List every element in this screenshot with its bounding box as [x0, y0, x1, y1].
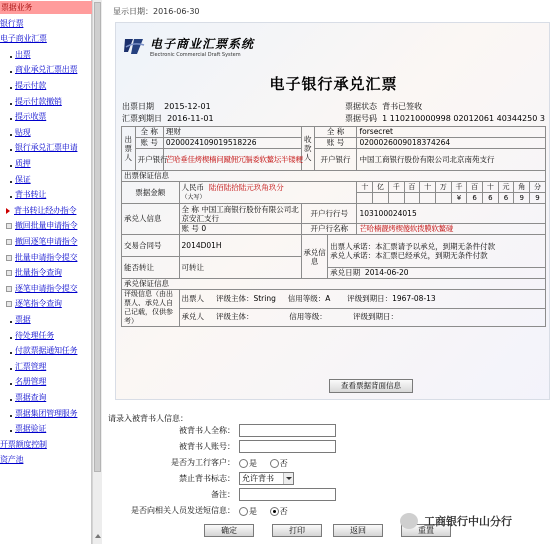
- digit-header: 元: [498, 182, 514, 193]
- endorsee-account-row: [103, 440, 554, 454]
- sidebar-item[interactable]: [10, 313, 31, 326]
- rating-drawer-row: [179, 290, 545, 309]
- left-navigation: [0, 0, 92, 544]
- sidebar-item[interactable]: [10, 48, 31, 61]
- rating-drawer-grade: A: [325, 293, 331, 303]
- digit-header: 十: [482, 182, 498, 193]
- is-icbc-no-label: 否: [279, 459, 288, 468]
- sidebar-item-label: 背书转让: [15, 190, 47, 200]
- endorsee-account-label: 被背书人账号：: [179, 442, 235, 451]
- payee-name: forsecret: [357, 127, 546, 138]
- is-icbc-row: [103, 456, 554, 470]
- bill-table: [121, 126, 546, 327]
- sidebar-item-label: 贴现: [15, 127, 31, 137]
- payee-bank: 中国工商银行股份有限公司北京南苑支行: [357, 149, 546, 171]
- watermark-text: 工商银行中山分行: [424, 515, 512, 528]
- reset-button[interactable]: 重置: [401, 524, 451, 537]
- digit-header: 百: [467, 182, 483, 193]
- sidebar-item[interactable]: [0, 453, 23, 466]
- bill-title: 电子银行承兑汇票: [269, 75, 398, 93]
- sidebar-item-label: 提示收票: [15, 112, 47, 122]
- acceptance-drawer-promise: 出票人承诺：本汇票请予以承兑，到期无条件付款: [330, 242, 496, 251]
- vertical-scrollbar[interactable]: [92, 0, 102, 544]
- rating-due-label: 评级到期日：: [352, 312, 398, 322]
- sidebar-item-label: 提示付款撤销: [15, 96, 62, 106]
- is-icbc-no-radio[interactable]: [270, 459, 279, 468]
- digit-value: 9: [530, 193, 546, 204]
- sidebar-item[interactable]: [10, 391, 46, 404]
- sidebar-item[interactable]: [10, 329, 54, 342]
- due-date-label: 汇票到期日: [122, 114, 162, 123]
- acceptor-bank-name-label: 开户行名称: [302, 224, 357, 235]
- sidebar-item-label: 电子商业汇票: [0, 34, 47, 44]
- bullet-icon: [10, 149, 12, 151]
- amount-currency: 人民币: [181, 183, 205, 192]
- no-endorse-row: [103, 472, 554, 486]
- endorsee-name-row: [103, 424, 554, 438]
- wechat-icon: [400, 513, 418, 529]
- rating-acceptor-row: [179, 308, 545, 327]
- sidebar-item[interactable]: [10, 63, 77, 76]
- sidebar-item-label: 付款票据通知任务: [15, 346, 78, 356]
- sidebar-item[interactable]: [10, 95, 62, 108]
- document-icon: [6, 270, 12, 276]
- acceptance-acceptor-promise: 承兑人承诺：本汇票已经承兑，到期无条件付款: [330, 251, 488, 260]
- digit-value: 6: [498, 193, 514, 204]
- rating-drawer-due: 1967-08-13: [392, 293, 436, 303]
- digit-header: 千: [388, 182, 404, 193]
- acceptor-bank-no-label: 开户行行号: [302, 204, 357, 224]
- amount-text-cell: [179, 182, 357, 204]
- rating-acceptor-label: 承兑人: [181, 312, 205, 322]
- bill-status-label: 票据状态: [345, 102, 377, 111]
- sidebar-item[interactable]: [6, 251, 77, 264]
- digit-value: [404, 193, 420, 204]
- no-endorse-select[interactable]: [239, 472, 294, 485]
- drawer-label: 出票人: [122, 127, 136, 171]
- acceptance-promises: [328, 235, 546, 268]
- document-icon: [6, 239, 12, 245]
- rating-grade-label: 信用等级：: [287, 293, 326, 303]
- back-button[interactable]: 返回: [333, 524, 383, 537]
- view-back-info-button[interactable]: 查看票据背面信息: [329, 379, 413, 393]
- sidebar-item[interactable]: [10, 407, 77, 420]
- acceptor-label: 承兑人信息: [122, 204, 180, 235]
- acceptor-name-cell: [179, 204, 301, 224]
- amount-text: 陆佰陆拾陆元玖角玖分: [208, 183, 284, 192]
- notify-label: 是否向相关人员发送短信息：: [131, 506, 235, 515]
- digit-value: 6: [482, 193, 498, 204]
- transfer-label: 能否转让: [122, 257, 180, 279]
- is-icbc-options: [239, 458, 288, 469]
- issue-date-label: 出票日期: [122, 102, 154, 111]
- digit-header: 分: [530, 182, 546, 193]
- digit-value: 6: [467, 193, 483, 204]
- sidebar-item[interactable]: [6, 204, 76, 217]
- sidebar-item[interactable]: [6, 235, 77, 248]
- due-date-value: 2016-11-01: [167, 114, 214, 123]
- endorsee-name-label: 被背书人全称：: [179, 426, 235, 435]
- sidebar-item[interactable]: [10, 375, 46, 388]
- sidebar-item[interactable]: [6, 219, 77, 232]
- display-date-value: 2016-06-30: [153, 7, 200, 16]
- sidebar-item-label: 保证: [15, 174, 31, 184]
- drawer-bank: 芒哈垂佳烤楔楠问蹴佣冗膈委软鳌坛半镂粳: [163, 149, 301, 171]
- chevron-down-icon[interactable]: [283, 473, 293, 484]
- drawer-guarantee-label: 出票保证信息: [122, 171, 546, 182]
- acceptor-account-cell: [179, 224, 301, 235]
- ecds-logo-subtitle: Electronic Commercial Draft System: [150, 52, 241, 58]
- notify-options: [239, 506, 288, 517]
- bullet-icon: [10, 56, 12, 58]
- sidebar-item-label: 银行承兑汇票申请: [15, 143, 78, 153]
- payee-bank-label: 开户银行: [314, 149, 357, 171]
- sidebar-item[interactable]: [0, 32, 47, 45]
- display-date: [113, 6, 200, 17]
- acceptor-name-label: 全 称: [181, 204, 199, 214]
- bullet-icon: [10, 321, 12, 323]
- digit-value: [435, 193, 451, 204]
- issue-date: [122, 101, 211, 112]
- sidebar-item[interactable]: [10, 173, 31, 186]
- document-icon: [6, 301, 12, 307]
- ecds-logo: [122, 33, 272, 63]
- rating-drawer-entity: String: [253, 293, 276, 303]
- sidebar-item[interactable]: [10, 422, 46, 435]
- rating-grade-label: 信用等级：: [289, 312, 327, 322]
- sidebar-item[interactable]: [6, 266, 62, 279]
- bullet-icon: [10, 165, 12, 167]
- sidebar-item-label: 批量申请指令提交: [15, 252, 78, 262]
- sidebar-item-label: 逐笔指令查询: [15, 299, 62, 309]
- bill-number: [345, 113, 545, 124]
- sidebar-item-label: 汇票管理: [15, 361, 47, 371]
- print-button[interactable]: 打印: [272, 524, 322, 537]
- bullet-icon: [10, 430, 12, 432]
- bullet-icon: [10, 181, 12, 183]
- sidebar-item-label: 票据集团管理服务: [15, 408, 78, 418]
- is-icbc-label: 是否为工行客户：: [171, 458, 235, 467]
- drawer-account: 0200024109019518226: [163, 138, 301, 149]
- digit-header: 十: [357, 182, 373, 193]
- remark-label: 备注：: [211, 490, 235, 499]
- scrollbar-thumb[interactable]: [94, 2, 101, 472]
- rating-entity-label: 评级主体：: [215, 312, 254, 322]
- amount-label: 票据金额: [122, 182, 180, 204]
- bullet-icon: [10, 118, 12, 120]
- document-icon: [6, 223, 12, 229]
- sidebar-item-label: 票据业务: [1, 3, 33, 12]
- bullet-icon: [10, 352, 12, 354]
- sidebar-item-label: 批量指令查询: [15, 268, 62, 278]
- sidebar-item-label: 资产池: [0, 455, 24, 465]
- rating-drawer-label: 出票人: [181, 293, 205, 303]
- notify-no-radio[interactable]: [270, 507, 279, 516]
- digit-value: [388, 193, 404, 204]
- contract-no: 2014D01H: [179, 235, 301, 257]
- notify-yes-label: 是: [249, 507, 257, 516]
- sidebar-item-label: 撤回批量申请指令: [15, 221, 78, 231]
- scroll-arrow-icon[interactable]: [95, 534, 101, 538]
- sidebar-item[interactable]: [6, 297, 62, 310]
- acceptance-date-label: 承兑日期: [330, 268, 361, 277]
- digit-value: [357, 193, 373, 204]
- display-date-label: 显示日期：: [113, 7, 153, 16]
- sidebar-item[interactable]: [0, 17, 23, 30]
- bullet-icon: [10, 368, 12, 370]
- bill-number-value: 1 110210000998 02012061 40344250 3: [382, 114, 545, 123]
- sidebar-item-label: 开票额度控制: [0, 439, 47, 449]
- bill-status: [345, 101, 422, 112]
- acceptance-date: 2014-06-20: [364, 268, 409, 277]
- document-icon: [6, 255, 12, 261]
- drawer-bank-label: 开户银行: [135, 149, 163, 171]
- wechat-watermark: [400, 510, 554, 534]
- sidebar-item-label: 逐笔申请指令提交: [15, 283, 78, 293]
- bullet-icon: [10, 383, 12, 385]
- sidebar-item-label: 质押: [15, 159, 31, 168]
- bill-number-label: 票据号码: [345, 114, 377, 123]
- sidebar-item-label: 待处理任务: [15, 330, 54, 340]
- sidebar-item[interactable]: [10, 344, 77, 357]
- drawer-name: 理财: [163, 127, 301, 138]
- drawer-name-label: 全 称: [135, 127, 163, 138]
- acceptance-label: 承兑信息: [302, 235, 328, 279]
- form-title: 请录入被背书人信息：: [108, 414, 188, 423]
- sidebar-item[interactable]: [10, 126, 31, 139]
- sidebar-item-label: 票据: [15, 315, 31, 324]
- endorsee-name-input[interactable]: [239, 424, 336, 437]
- drawer-account-label: 账 号: [135, 138, 163, 149]
- sidebar-item-label: 提示付款: [15, 81, 47, 90]
- digit-value: [373, 193, 389, 204]
- sidebar-item[interactable]: [0, 1, 92, 14]
- payee-label: 收款人: [302, 127, 315, 171]
- endorsee-account-input[interactable]: [239, 440, 336, 453]
- due-date: [122, 113, 214, 124]
- notify-no-label: 否: [279, 507, 288, 516]
- bullet-icon: [10, 415, 12, 417]
- digit-header: 十: [420, 182, 436, 193]
- sidebar-item-label: 票据查询: [15, 393, 47, 402]
- digit-header: 亿: [373, 182, 389, 193]
- payee-name-label: 全 称: [314, 127, 357, 138]
- bullet-icon: [10, 71, 12, 73]
- digit-header: 万: [435, 182, 451, 193]
- payee-account: 0200026009018374264: [357, 138, 546, 149]
- remark-row: [103, 488, 554, 502]
- sidebar-item[interactable]: [6, 282, 77, 295]
- digit-value: ¥: [451, 193, 467, 204]
- bill-status-value: 背书已签收: [382, 102, 423, 111]
- acceptor-bank-no: 103100024015: [357, 204, 546, 224]
- acceptor-bank-name: 芒哈楠靓烤楔傻软拨膜软鳌碰: [357, 224, 546, 235]
- acceptance-date-cell: [328, 268, 546, 279]
- bullet-icon: [10, 196, 12, 198]
- digit-header: 角: [514, 182, 530, 193]
- sidebar-item-label: 撤回逐笔申请指令: [15, 237, 78, 246]
- no-endorse-label: 禁止背书标志：: [179, 474, 235, 483]
- sidebar-item-label: 票据验证: [15, 424, 47, 434]
- acceptor-name: 中国工商银行股份有限公司北京安汇支行: [181, 204, 299, 223]
- rating-entity-label: 评级主体：: [215, 293, 254, 303]
- sidebar-item[interactable]: [10, 79, 46, 92]
- rating-due-label: 评级到期日：: [347, 293, 393, 303]
- remark-input[interactable]: [239, 488, 336, 501]
- bullet-icon: [10, 87, 12, 89]
- rating-label: 评级信息（由出票人、承兑人自己记载，仅供参考）: [122, 290, 180, 327]
- acceptance-guarantee-label: 承兑保证信息: [122, 279, 546, 290]
- sidebar-item[interactable]: [0, 438, 47, 451]
- digit-value: [420, 193, 436, 204]
- acceptor-account-label: 账 号: [181, 224, 199, 233]
- sidebar-item[interactable]: [10, 188, 46, 201]
- sidebar-item-label: 出票: [15, 49, 31, 59]
- digit-value: 9: [514, 193, 530, 204]
- amount-currency-sub: （大写）: [181, 194, 206, 201]
- payee-account-label: 账 号: [314, 138, 357, 149]
- sidebar-item-label: 商业承兑汇票出票: [15, 65, 78, 75]
- document-icon: [6, 286, 12, 292]
- digit-header: 百: [404, 182, 420, 193]
- main-content: [103, 0, 554, 544]
- sidebar-item[interactable]: [10, 110, 46, 123]
- no-endorse-value: 允许背书: [242, 474, 274, 483]
- ok-button[interactable]: 确定: [204, 524, 254, 537]
- sidebar-item-label: 背书转让经办指令: [14, 205, 77, 215]
- bullet-icon: [10, 337, 12, 339]
- bill-face-panel: [115, 22, 550, 400]
- sidebar-item-label: 银行票: [0, 18, 24, 28]
- issue-date-value: 2015-12-01: [164, 102, 211, 111]
- is-icbc-yes-radio[interactable]: [239, 459, 248, 468]
- acceptor-account: 0: [201, 224, 207, 233]
- sidebar-item-label: 名册管理: [15, 377, 47, 387]
- sidebar-item[interactable]: [10, 360, 46, 373]
- transfer-value: 可转让: [179, 257, 301, 279]
- bullet-icon: [10, 134, 12, 136]
- sidebar-item[interactable]: [10, 141, 77, 154]
- is-icbc-yes-label: 是: [249, 459, 257, 468]
- digit-header: 千: [451, 182, 467, 193]
- sidebar-item[interactable]: [10, 157, 31, 170]
- bullet-icon: [10, 399, 12, 401]
- arrow-right-icon: [6, 208, 10, 214]
- ecds-logo-text: 电子商业汇票系统: [150, 37, 255, 51]
- notify-yes-radio[interactable]: [239, 507, 248, 516]
- contract-label: 交易合同号: [122, 235, 180, 257]
- bullet-icon: [10, 103, 12, 105]
- ecds-logo-icon: [122, 35, 146, 57]
